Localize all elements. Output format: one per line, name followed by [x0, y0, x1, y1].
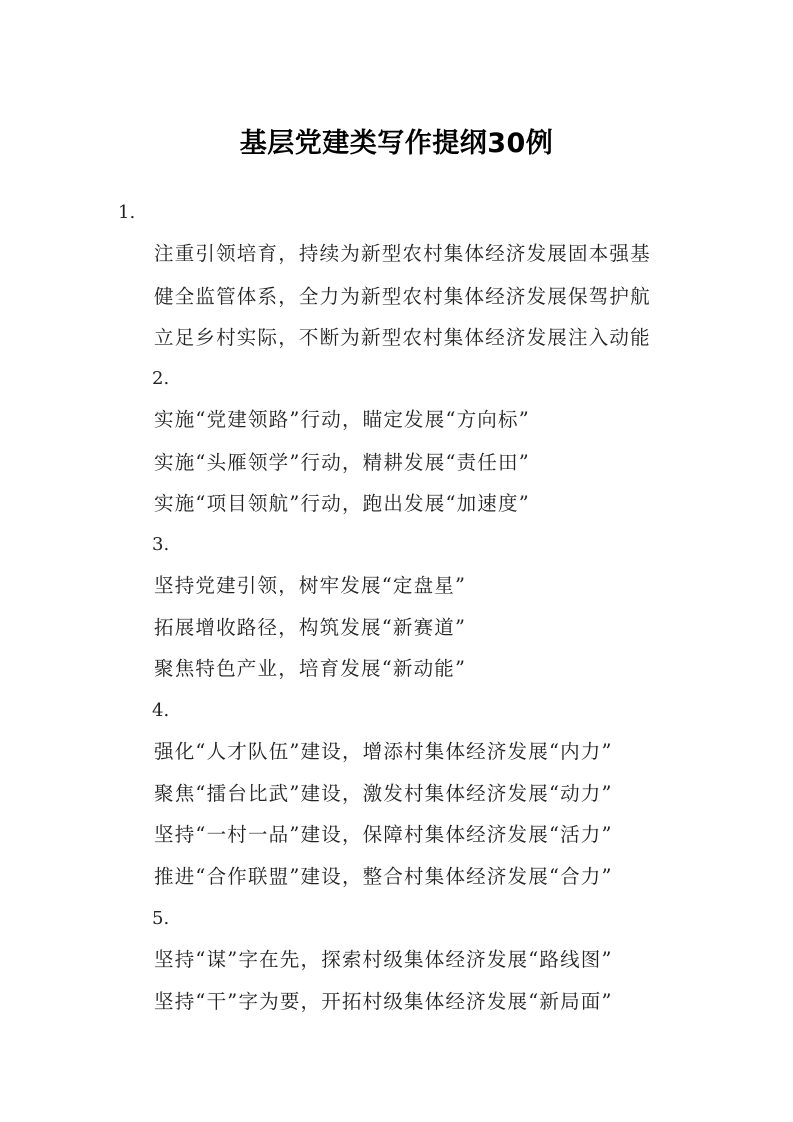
- outline-line: 聚焦“擂台比武”建设，激发村集体经济发展“动力”: [154, 782, 613, 805]
- outline-line: 坚持党建引领，树牢发展“定盘星”: [154, 574, 467, 597]
- outline-line: 强化“人才队伍”建设，增添村集体经济发展“内力”: [154, 740, 613, 763]
- section-number: 4.: [152, 700, 170, 721]
- outline-line: 坚持“一村一品”建设，保障村集体经济发展“活力”: [154, 823, 613, 846]
- outline-line: 推进“合作联盟”建设，整合村集体经济发展“合力”: [154, 865, 613, 888]
- section-number: 5.: [152, 908, 170, 929]
- outline-line: 拓展增收路径，构筑发展“新赛道”: [154, 616, 467, 639]
- outline-line: 坚持“谋”字在先，探索村级集体经济发展“路线图”: [154, 948, 613, 971]
- section-number: 1.: [118, 202, 136, 223]
- outline-line: 立足乡村实际，不断为新型农村集体经济发展注入动能: [154, 326, 651, 349]
- outline-line: 实施“项目领航”行动，跑出发展“加速度”: [154, 492, 530, 515]
- outline-line: 健全监管体系，全力为新型农村集体经济发展保驾护航: [154, 285, 651, 308]
- document-title: 基层党建类写作提纲30例: [239, 128, 554, 159]
- section-number: 3.: [152, 534, 170, 555]
- outline-line: 实施“党建领路”行动，瞄定发展“方向标”: [154, 408, 530, 431]
- outline-line: 注重引领培育，持续为新型农村集体经济发展固本强基: [154, 242, 651, 265]
- outline-line: 坚持“干”字为要，开拓村级集体经济发展“新局面”: [154, 990, 613, 1013]
- outline-line: 聚焦特色产业，培育发展“新动能”: [154, 657, 467, 680]
- outline-line: 实施“头雁领学”行动，精耕发展“责任田”: [154, 451, 530, 474]
- section-number: 2.: [152, 368, 170, 389]
